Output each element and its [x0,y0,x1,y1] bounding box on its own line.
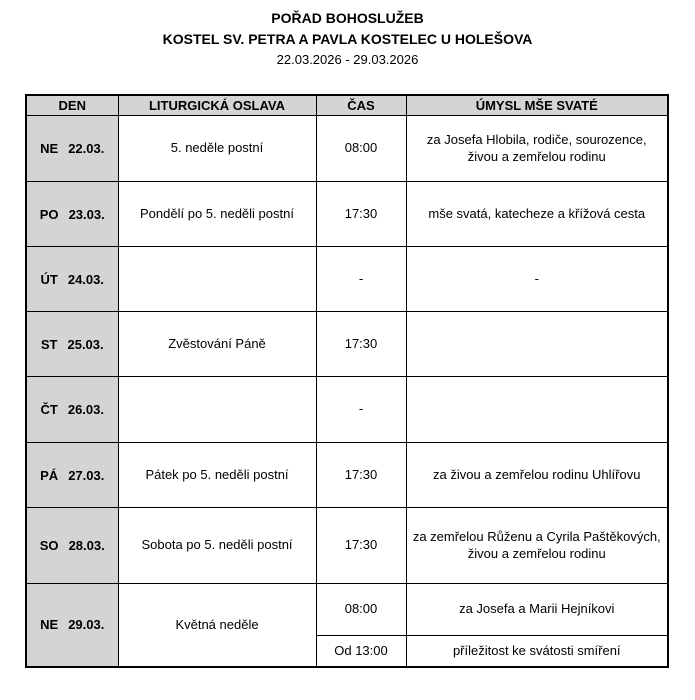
celebration-cell: Pátek po 5. neděli postní [118,443,316,508]
page-subtitle: KOSTEL SV. PETRA A PAVLA KOSTELEC U HOLEŠOVA [162,31,533,47]
column-header-cas: ČAS [316,95,406,116]
celebration-cell: Pondělí po 5. neděli postní [118,182,316,247]
time-cell [316,377,406,443]
day-abbrev: ST [40,336,58,352]
celebration-cell [118,377,316,443]
intention-value: - [534,270,539,286]
celebration-cell: 5. neděle postní [118,116,316,182]
intention-cell [406,116,668,182]
time-cell [316,584,406,636]
day-abbrev: SO [39,538,59,553]
intention-cell [406,508,668,584]
day-abbrev: NE [40,617,59,633]
intention-cell [406,247,668,312]
intention-cell [406,636,668,667]
day-cell [26,443,118,508]
time-cell [316,182,406,247]
intention-value: příležitost ke svátosti smíření [452,642,621,658]
table-row [26,377,668,443]
intention-cell [406,182,668,247]
time-value: 17:30 [344,466,378,482]
column-header-liturgicka-oslava: LITURGICKÁ OSLAVA [118,95,316,116]
intention-cell [406,443,668,508]
schedule-table-body [26,116,668,667]
intention-cell [406,377,668,443]
table-row [26,247,668,312]
time-cell [316,312,406,377]
day-abbrev: PO [39,206,59,222]
day-cell [26,508,118,584]
day-date: 24.03. [67,271,104,287]
day-cell [26,182,118,247]
time-value: 08:00 [344,140,378,156]
time-value: 17:30 [344,537,378,553]
day-cell [26,247,118,312]
day-cell [26,584,118,667]
table-header [26,95,668,116]
time-cell [316,116,406,182]
intention-cell [406,584,668,636]
time-value: 08:00 [344,601,378,617]
table-row [26,182,668,247]
celebration-cell: Sobota po 5. neděli postní [118,508,316,584]
time-cell [316,508,406,584]
time-value: - [358,401,364,417]
table-row [26,312,668,377]
day-cell [26,116,118,182]
schedule-table [25,94,669,668]
intention-value: za zemřelou Růženu a Cyrila Paštěkových, živou a zemřelou rodinu [412,529,661,561]
time-value: 17:30 [344,205,378,221]
header-row [26,95,668,116]
day-abbrev: NE [40,141,59,156]
intention-value: za Josefa a Marii Hejníkovi [459,601,615,617]
intention-cell [406,312,668,377]
day-abbrev: ÚT [40,271,58,287]
table-row [26,508,668,584]
day-abbrev: PÁ [40,467,59,483]
celebration-cell: Zvěstování Páně [118,312,316,377]
table-row [26,443,668,508]
time-cell [316,247,406,312]
time-cell [316,443,406,508]
day-abbrev: ČT [40,402,58,417]
column-header-den: DEN [26,95,118,116]
title-block [25,8,670,70]
column-header-umysl: ÚMYSL MŠE SVATÉ [406,95,668,116]
day-date: 28.03. [68,538,105,553]
day-date: 27.03. [68,467,105,483]
day-date: 29.03. [68,617,105,633]
table-row [26,584,668,636]
day-cell [26,312,118,377]
intention-value: mše svatá, katecheze a křížová cesta [428,205,646,221]
day-date: 22.03. [68,141,105,156]
time-cell [316,636,406,667]
time-value: 17:30 [344,335,378,351]
celebration-cell: Květná neděle [118,584,316,667]
intention-value: za Josefa Hlobila, rodiče, sourozence, živou a zemřelou rodinu [426,132,647,164]
day-cell [26,377,118,443]
celebration-cell [118,247,316,312]
day-date: 26.03. [67,402,104,417]
time-value: - [358,270,364,286]
table-row [26,116,668,182]
day-date: 23.03. [68,206,105,222]
date-range: 22.03.2026 - 29.03.2026 [276,52,419,67]
day-date: 25.03. [67,336,104,352]
page-title: POŘAD BOHOSLUŽEB [271,10,424,26]
intention-value: za živou a zemřelou rodinu Uhlířovu [433,466,641,482]
time-value: Od 13:00 [334,642,388,658]
